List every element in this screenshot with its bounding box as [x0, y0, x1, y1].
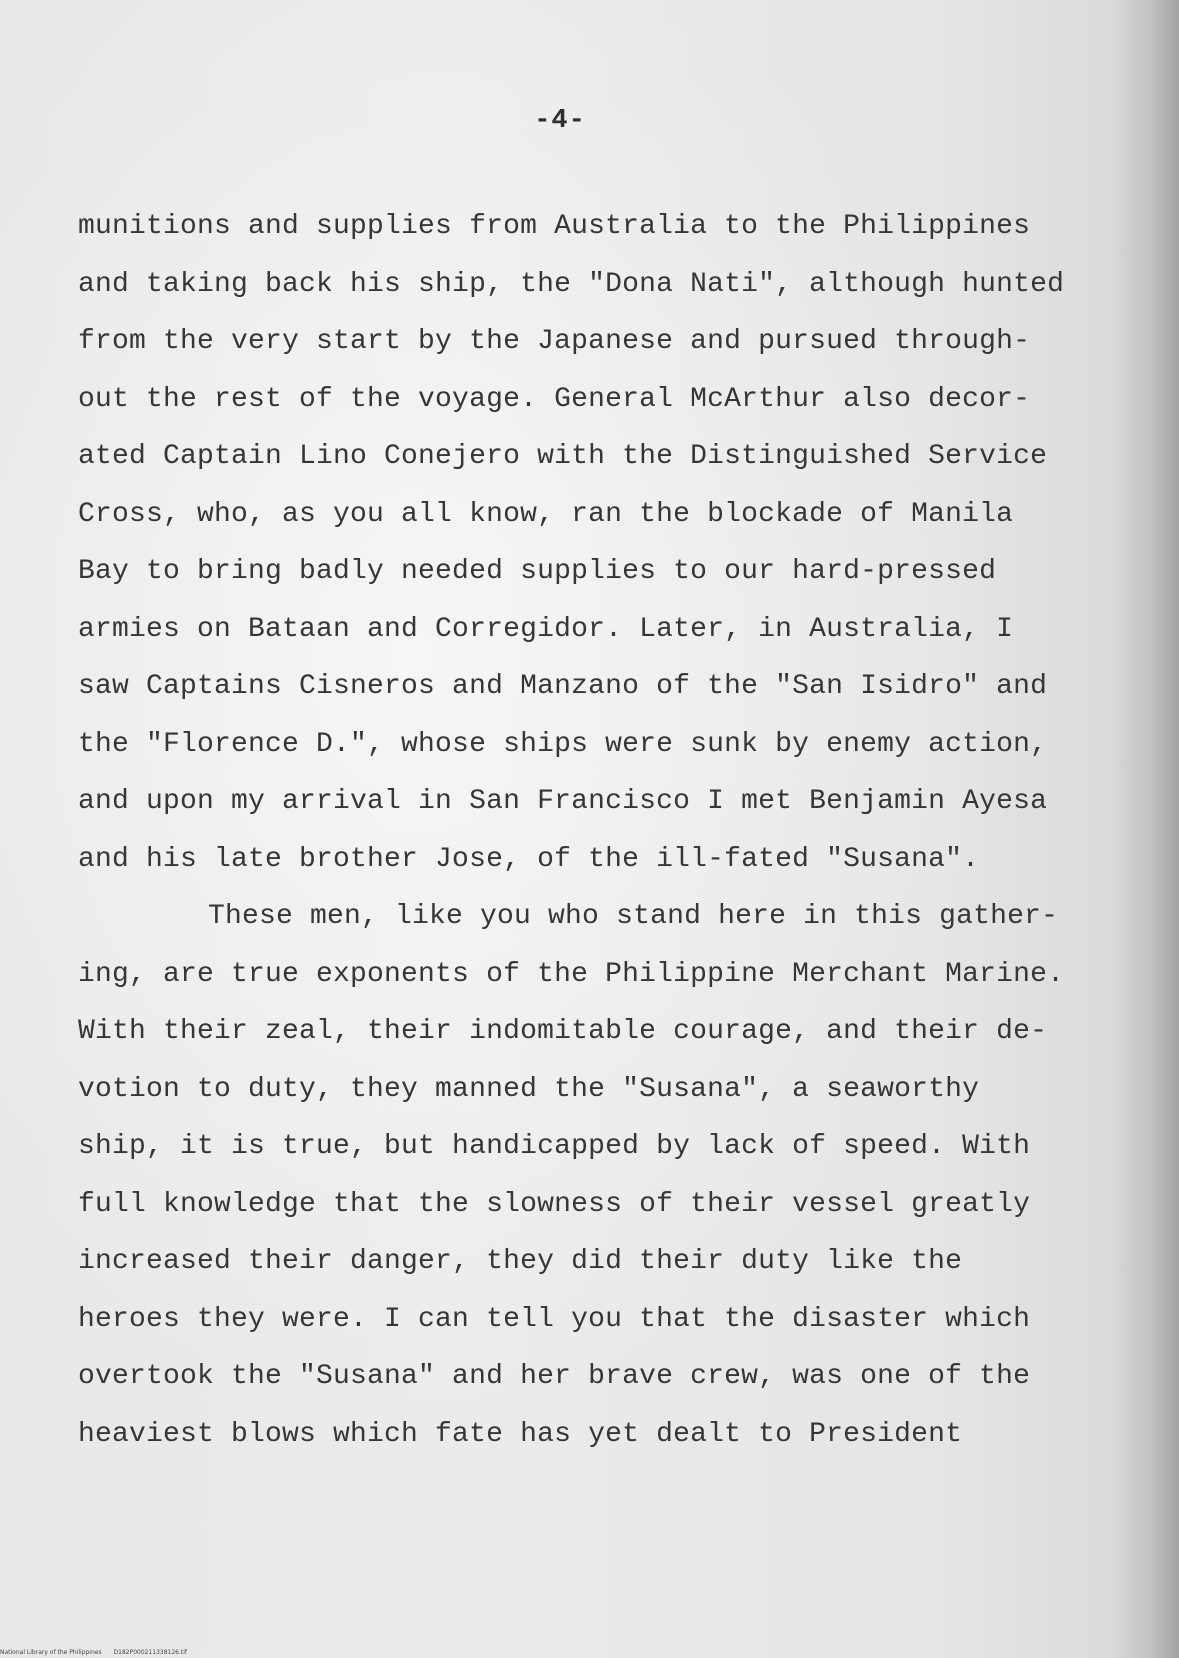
text-line: full knowledge that the slowness of their vessel greatly: [78, 1188, 1031, 1220]
text-line: and taking back his ship, the "Dona Nati", although hunted: [78, 268, 1065, 300]
footer-file: D182P000211338126.tif: [113, 1649, 188, 1656]
text-line: munitions and supplies from Australia to the Philippines: [78, 211, 1031, 242]
text-line: and his late brother Jose, of the ill-fated "Susana".: [78, 843, 980, 875]
text-line: heaviest blows which fate has yet dealt to President: [78, 1418, 963, 1450]
page-edge-shadow: [1109, 0, 1179, 1658]
text-line: Cross, who, as you all know, ran the blockade of Manila: [78, 498, 1014, 530]
typed-text-body: [78, 205, 1078, 1470]
text-line: With their zeal, their indomitable courage, and their de-: [78, 1016, 1048, 1047]
text-line: Bay to bring badly needed supplies to our hard-pressed: [78, 556, 997, 587]
text-line-indented: These men, like you who stand here in this gather-: [208, 901, 1059, 932]
footer-source: National Library of the Philippines: [0, 1649, 102, 1656]
text-line: ing, are true exponents of the Philippine Merchant Marine.: [78, 958, 1065, 990]
text-line: increased their danger, they did their duty like the: [78, 1246, 963, 1277]
text-line: out the rest of the voyage. General McArthur also decor-: [78, 383, 1031, 415]
text-line: ship, it is true, but handicapped by lack of speed. With: [78, 1131, 1031, 1162]
text-line: from the very start by the Japanese and pursued through-: [78, 326, 1031, 357]
text-line: saw Captains Cisneros and Manzano of the "San Isidro" and: [78, 671, 1048, 702]
text-line: and upon my arrival in San Francisco I met Benjamin Ayesa: [78, 786, 1048, 817]
text-line: armies on Bataan and Corregidor. Later, in Australia, I: [78, 613, 1014, 645]
text-line: overtook the "Susana" and her brave crew, was one of the: [78, 1361, 1031, 1392]
scan-footer: [0, 1649, 187, 1656]
text-line: heroes they were. I can tell you that the disaster which: [78, 1303, 1031, 1335]
text-line: the "Florence D.", whose ships were sunk by enemy action,: [78, 728, 1048, 760]
page-number: -4-: [534, 106, 586, 136]
text-line: votion to duty, they manned the "Susana", a seaworthy: [78, 1073, 980, 1105]
text-line: ated Captain Lino Conejero with the Distinguished Service: [78, 441, 1048, 472]
